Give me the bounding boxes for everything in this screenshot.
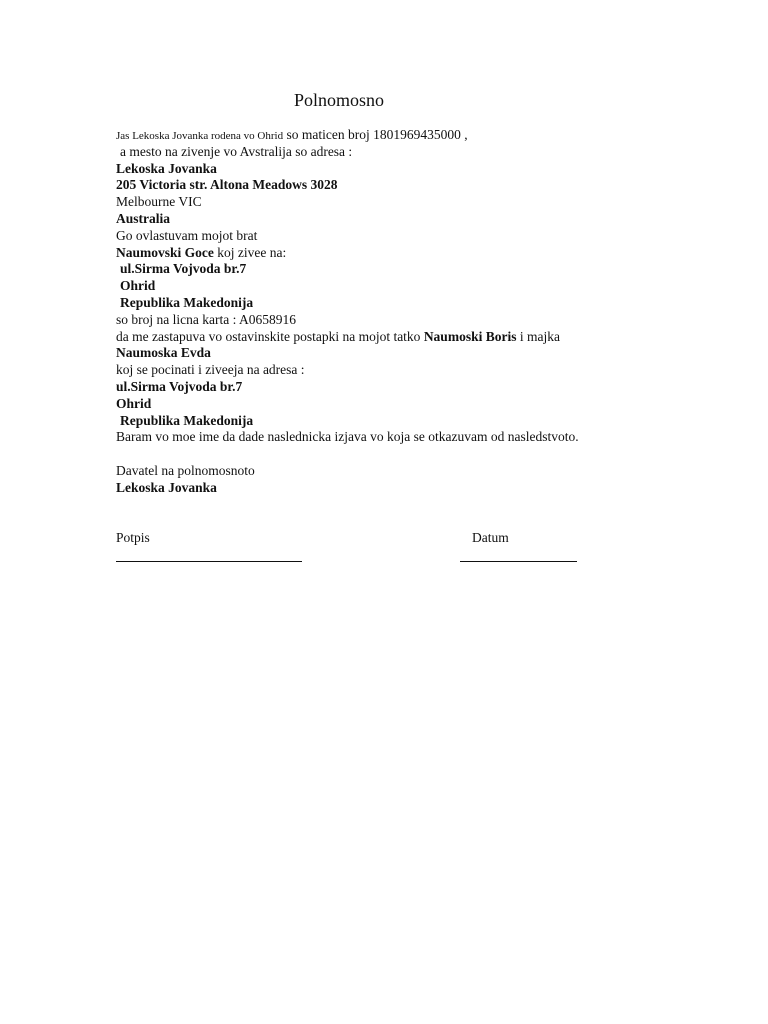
spacer	[116, 446, 579, 463]
grantor-city: Melbourne VIC	[116, 194, 202, 210]
parents-country: Republika Makedonija	[120, 412, 254, 428]
agent-lives-text: koj zivee na:	[213, 244, 287, 260]
signature-line	[116, 561, 302, 562]
agent-line	[116, 245, 579, 262]
giver-name: Lekoska Jovanka	[116, 479, 217, 495]
grantor-country: Australia	[116, 210, 170, 226]
and-mother-text: i majka	[516, 328, 560, 344]
agent-street: ul.Sirma Vojvoda br.7	[120, 261, 247, 277]
represent-line	[116, 329, 579, 346]
document-body	[116, 127, 579, 497]
grantor-street: 205 Victoria str. Altona Meadows 3028	[116, 177, 338, 193]
date-line	[460, 561, 577, 562]
agent-country: Republika Makedonija	[120, 294, 254, 310]
represent-text: da me zastapuva vo ostavinskite postapki na mojot tatko	[116, 328, 424, 344]
residence-line: a mesto na zivenje vo Avstralija so adresa :	[120, 143, 353, 159]
grantor-name: Lekoska Jovanka	[116, 160, 217, 176]
agent-city: Ohrid	[120, 278, 156, 294]
id-line: so broj na licna karta : A0658916	[116, 311, 296, 327]
agent-name: Naumovski Goce	[116, 244, 214, 260]
father-name: Naumoski Boris	[423, 328, 517, 344]
parents-city: Ohrid	[116, 395, 152, 411]
authorize-line: Go ovlastuvam mojot brat	[116, 227, 258, 243]
signature-label: Potpis	[116, 530, 150, 545]
parents-street: ul.Sirma Vojvoda br.7	[116, 378, 243, 394]
intro-line	[116, 127, 579, 144]
intro-rest-text: so maticen broj 1801969435000 ,	[283, 127, 468, 142]
intro-small-text: Jas Lekoska Jovanka rodena vo Ohrid	[116, 130, 284, 142]
request-line: Baram vo moe ime da dade naslednicka izjava vo koja se otkazuvam od nasledstvoto.	[116, 429, 579, 445]
giver-label: Davatel na polnomosnoto	[116, 462, 255, 478]
mother-name: Naumoska Evda	[116, 345, 211, 361]
document-title: Polnomosno	[294, 90, 385, 110]
deceased-line: koj se pocinati i ziveeja na adresa :	[116, 362, 305, 378]
date-label: Datum	[472, 530, 509, 545]
